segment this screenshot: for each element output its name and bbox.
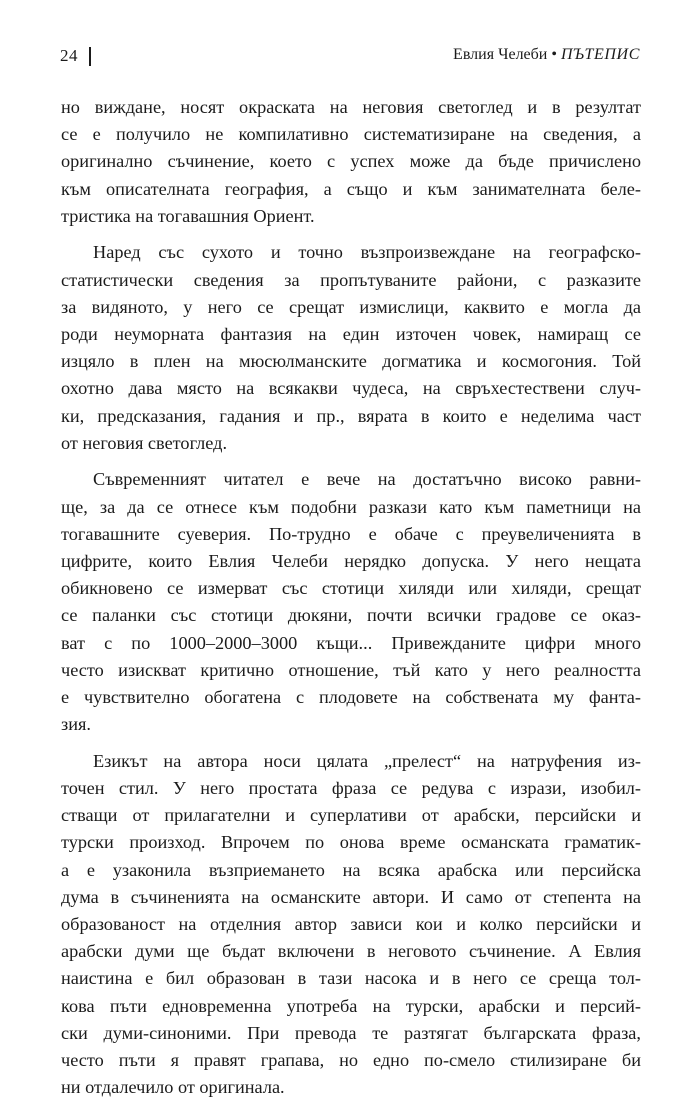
- text-line: Езикът на автора носи цялата „прелест“ на натруфения из-: [93, 750, 641, 771]
- running-head-author: Евлия Челеби: [453, 46, 548, 63]
- text-line: Съвременният читател е вече на достатъчно високо равни-: [93, 469, 641, 490]
- text-line: ще, за да се отнесе към подобни разкази като към паметници на: [61, 496, 641, 517]
- text-line: от неговия светоглед.: [61, 432, 228, 453]
- text-line: за видяното, у него се срещат измислици, каквито е могла да: [61, 296, 641, 317]
- text-line: но виждане, носят окраската на неговия светоглед и в резултат: [61, 97, 641, 117]
- text-line: дума в съчиненията на османските автори. И само от степента на: [61, 886, 641, 907]
- running-head-bullet: •: [551, 46, 557, 63]
- paragraph-gap: [61, 738, 641, 748]
- text-line: стващи от прилагателни и суперлативи от арабски, персийски и: [61, 805, 641, 826]
- text-line: образованост на отделния автор зависи кои и колко персийски и: [61, 913, 641, 934]
- text-line: ват с по 1000–2000–3000 къщи... Привежданите цифри много: [61, 632, 641, 653]
- text-line: кова пъти едновременна употреба на турски, арабски и персий-: [61, 995, 641, 1016]
- paragraph-gap: [61, 230, 641, 240]
- paragraph: [61, 94, 641, 230]
- paragraph: [61, 748, 641, 1101]
- text-line: ни отдалечило от оригинала.: [61, 1077, 285, 1098]
- text-line: арабски думи ще бъдат включени в неговото съчинение. А Евлия: [61, 941, 641, 962]
- text-line: а е узаконила възприемането на всяка арабска или персийска: [61, 859, 641, 880]
- text-line: към описателната география, а също и към занимателната беле-: [61, 178, 641, 199]
- text-line: статистически сведения за пропътуваните райони, с разказите: [61, 269, 641, 290]
- header-divider: [89, 47, 91, 66]
- text-line: зия.: [61, 714, 91, 735]
- page-header: [60, 46, 640, 74]
- text-line: цифрите, които Евлия Челеби нерядко допуска. У него нещата: [61, 551, 641, 571]
- text-line: изцяло в плен на мюсюлманските догматика и космогония. Той: [61, 351, 641, 372]
- text-line: Наред със сухото и точно възпроизвеждане на географско-: [93, 242, 641, 263]
- text-line: е чувствително обогатена с плодовете на собствената му фанта-: [61, 686, 641, 707]
- text-line: обикновено се измерват със стотици хиляди или хиляди, срещат: [61, 578, 641, 599]
- text-line: оригинално съчинение, което с успех може да бъде причислено: [61, 151, 641, 172]
- text-line: често пъти я правят грапава, но едно по-смело стилизиране би: [61, 1049, 641, 1070]
- text-line: тогавашните суеверия. По-трудно е обаче с преувеличенията в: [61, 523, 641, 544]
- text-line: тристика на тогавашния Ориент.: [61, 205, 315, 226]
- page-number: 24: [60, 46, 78, 65]
- text-line: ски думи-синоними. При превода те разтягат българската фраза,: [61, 1022, 641, 1043]
- body-text: [61, 94, 641, 1101]
- text-line: ки, предсказания, гадания и пр., вярата в които е неделима част: [61, 405, 641, 426]
- running-head-book-title: ПЪТЕПИС: [560, 46, 640, 63]
- text-line: точен стил. У него простата фраза се редува с изрази, изобил-: [61, 778, 641, 798]
- text-line: турски произход. Впрочем по онова време османската граматик-: [61, 832, 641, 853]
- text-line: се паланки със стотици дюкяни, почти всички градове се оказ-: [61, 605, 641, 626]
- running-head: [453, 46, 640, 64]
- paragraph: [61, 466, 641, 738]
- paragraph: [61, 239, 641, 457]
- text-line: охотно дава място на всякакви чудеса, на свръхестествени случ-: [61, 378, 641, 399]
- text-line: се е получило не компилативно систематизиране на сведения, а: [61, 124, 641, 145]
- text-line: роди неуморната фантазия на един източен човек, намиращ се: [61, 324, 641, 344]
- paragraph-gap: [61, 457, 641, 467]
- text-line: наистина е бил образован в тази насока и в него се среща тол-: [61, 968, 641, 989]
- text-line: често изискват критично отношение, тъй като у него реалността: [61, 659, 641, 680]
